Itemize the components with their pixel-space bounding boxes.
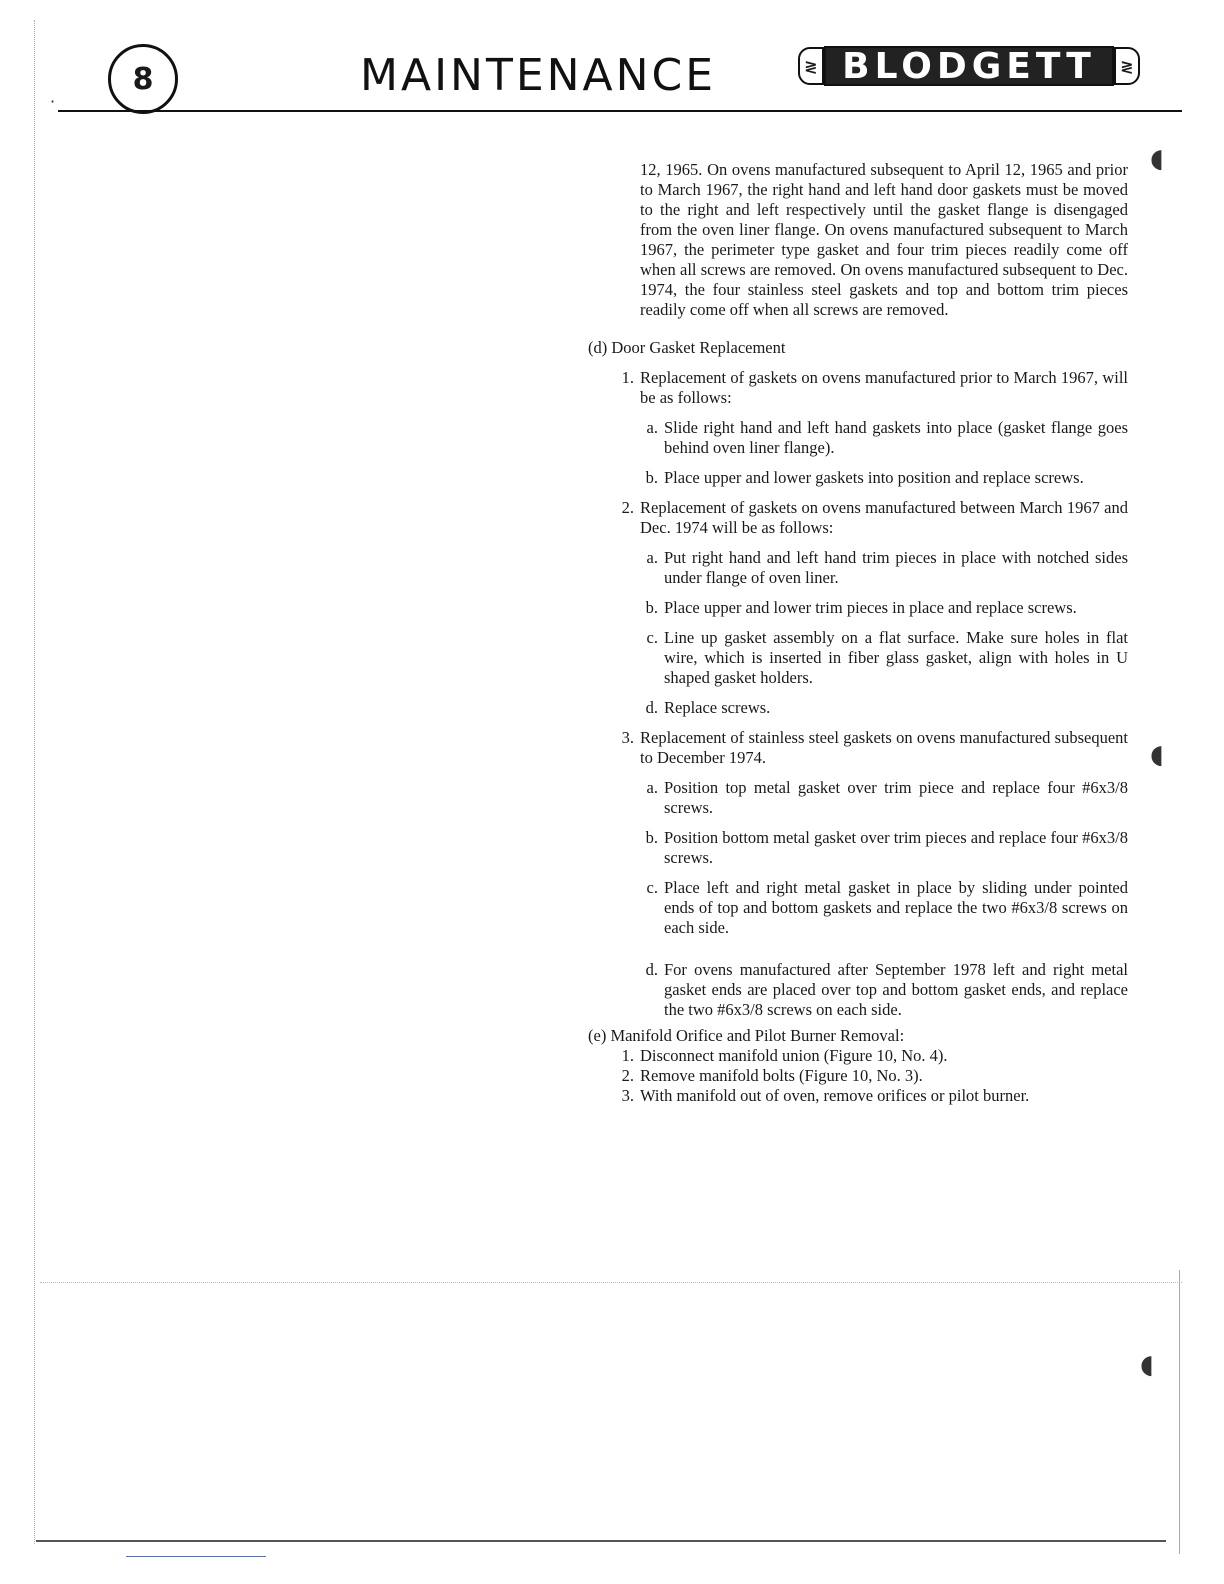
continued-paragraph: 12, 1965. On ovens manufactured subsequent to April 12, 1965 and prior to March 1967, the right hand and left hand door gaskets must be moved to the right and left respectively until the gasket flange is disengaged from the oven liner flange. On ovens manufactured subsequent to March 1967, the perimeter type gasket and four trim pieces readily come off when all screws are removed. On ovens manufactured subsequent to Dec. 1974, the four stainless steel gaskets and top and bottom trim pieces readily come off when all screws are removed. bbox=[640, 160, 1128, 319]
list-item bbox=[612, 1086, 1128, 1106]
binder-hole-icon: ◖ bbox=[1150, 740, 1164, 770]
item-letter: d. bbox=[645, 960, 658, 979]
item-number: 1. bbox=[621, 1046, 634, 1065]
list-item bbox=[636, 418, 1128, 458]
list-item bbox=[636, 468, 1128, 488]
item-text: Disconnect manifold union (Figure 10, No. 4). bbox=[640, 1046, 948, 1065]
item-letter: b. bbox=[645, 598, 658, 617]
item-text: Replacement of gaskets on ovens manufactured between March 1967 and Dec. 1974 will be as follows: bbox=[640, 498, 1128, 537]
item-text: Slide right hand and left hand gaskets into place (gasket flange goes behind oven liner flange). bbox=[664, 418, 1128, 457]
logo-left-cap-icon: ≷ bbox=[798, 47, 824, 85]
footer-line bbox=[126, 1556, 266, 1557]
main-content bbox=[588, 160, 1128, 1106]
list-item bbox=[636, 548, 1128, 588]
list-item bbox=[636, 628, 1128, 688]
item-number: 1. bbox=[621, 368, 634, 387]
item-letter: b. bbox=[645, 468, 658, 487]
page-number-badge bbox=[108, 44, 178, 114]
item-letter: a. bbox=[646, 778, 658, 797]
item-letter: c. bbox=[646, 878, 658, 897]
binder-hole-icon: ◖ bbox=[1140, 1350, 1154, 1380]
item-letter: a. bbox=[646, 418, 658, 437]
section-d-heading: (d) Door Gasket Replacement bbox=[588, 338, 786, 357]
list-item bbox=[636, 960, 1128, 1020]
item-text: Replace screws. bbox=[664, 698, 771, 717]
item-text: Remove manifold bolts (Figure 10, No. 3). bbox=[640, 1066, 923, 1085]
scan-left-edge bbox=[34, 20, 35, 1544]
item-number: 3. bbox=[621, 728, 634, 747]
item-number: 2. bbox=[621, 498, 634, 517]
item-text: With manifold out of oven, remove orifices or pilot burner. bbox=[640, 1086, 1030, 1105]
list-item bbox=[636, 878, 1128, 938]
item-text: Replacement of stainless steel gaskets on ovens manufactured subsequent to December 1974. bbox=[640, 728, 1128, 767]
blodgett-logo bbox=[798, 44, 1140, 88]
header-rule bbox=[58, 110, 1182, 112]
logo-wordmark: BLODGETT bbox=[824, 46, 1114, 86]
list-item bbox=[636, 778, 1128, 818]
list-item bbox=[612, 368, 1128, 408]
item-letter: c. bbox=[646, 628, 658, 647]
list-item bbox=[636, 828, 1128, 868]
list-item bbox=[612, 498, 1128, 538]
list-item bbox=[636, 598, 1128, 618]
item-text: Position bottom metal gasket over trim pieces and replace four #6x3/8 screws. bbox=[664, 828, 1128, 867]
item-text: Place left and right metal gasket in place by sliding under pointed ends of top and bottom gaskets and replace the two #6x3/8 screws on each side. bbox=[664, 878, 1128, 937]
list-item bbox=[636, 698, 1128, 718]
item-text: Line up gasket assembly on a flat surface. Make sure holes in flat wire, which is inserted in fiber glass gasket, align with holes in U shaped gasket holders. bbox=[664, 628, 1128, 687]
item-number: 2. bbox=[621, 1066, 634, 1085]
logo-right-cap-icon: ≷ bbox=[1114, 47, 1140, 85]
item-letter: a. bbox=[646, 548, 658, 567]
binder-hole-icon: ◖ bbox=[1150, 144, 1164, 174]
item-text: Place upper and lower trim pieces in place and replace screws. bbox=[664, 598, 1077, 617]
fold-line bbox=[40, 1282, 1182, 1283]
list-item bbox=[612, 1066, 1128, 1086]
item-text: Replacement of gaskets on ovens manufactured prior to March 1967, will be as follows: bbox=[640, 368, 1128, 407]
scan-mark: · bbox=[50, 92, 56, 111]
item-number: 3. bbox=[621, 1086, 634, 1105]
list-item bbox=[612, 728, 1128, 768]
item-text: Place upper and lower gaskets into position and replace screws. bbox=[664, 468, 1084, 487]
section-title: MAINTENANCE bbox=[360, 50, 717, 101]
section-e-heading: (e) Manifold Orifice and Pilot Burner Removal: bbox=[588, 1026, 905, 1045]
item-text: Position top metal gasket over trim piece and replace four #6x3/8 screws. bbox=[664, 778, 1128, 817]
scan-right-edge bbox=[1179, 1270, 1180, 1554]
footer-rule bbox=[36, 1540, 1166, 1542]
page-number: 8 bbox=[132, 61, 154, 97]
item-text: Put right hand and left hand trim pieces in place with notched sides under flange of oven liner. bbox=[664, 548, 1128, 587]
item-text: For ovens manufactured after September 1978 left and right metal gasket ends are placed over top and bottom gasket ends, and replace the two #6x3/8 screws on each side. bbox=[664, 960, 1128, 1019]
list-item bbox=[612, 1046, 1128, 1066]
item-letter: d. bbox=[645, 698, 658, 717]
item-letter: b. bbox=[645, 828, 658, 847]
